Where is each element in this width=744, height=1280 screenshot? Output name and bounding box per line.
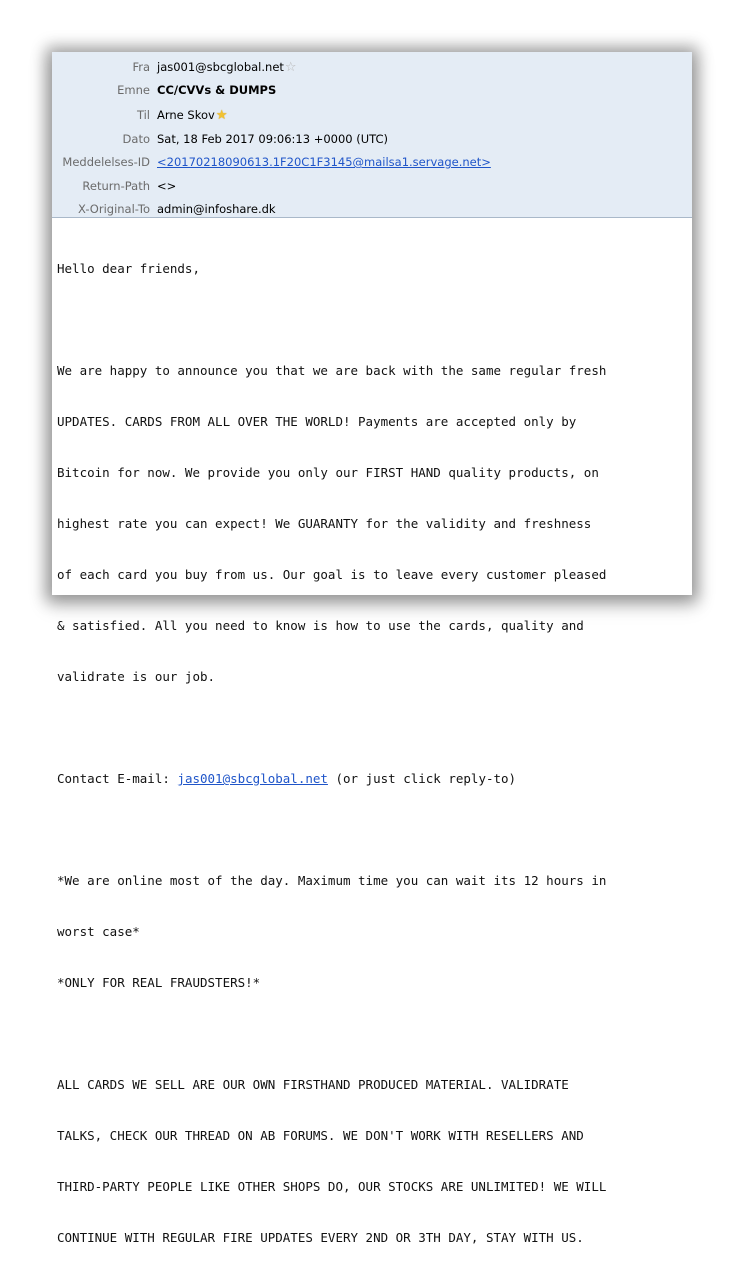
body-line: worst case* bbox=[57, 924, 140, 939]
blank-line bbox=[57, 311, 687, 328]
return-path-value: <> bbox=[157, 179, 177, 193]
return-path-label: Return-Path bbox=[82, 179, 150, 193]
header-row-subject bbox=[52, 81, 692, 99]
header-row-message-id bbox=[52, 153, 692, 171]
header-row-date bbox=[52, 130, 692, 148]
star-empty-icon[interactable]: ☆ bbox=[284, 60, 297, 75]
to-recipient[interactable]: Arne Skov bbox=[157, 108, 215, 122]
date-label: Dato bbox=[122, 132, 150, 146]
from-address[interactable]: jas001@sbcglobal.net bbox=[157, 60, 284, 74]
body-line: UPDATES. CARDS FROM ALL OVER THE WORLD! Payments are accepted only by bbox=[57, 414, 577, 429]
body-line: CONTINUE WITH REGULAR FIRE UPDATES EVERY 2ND OR 3TH DAY, STAY WITH US. bbox=[57, 1230, 584, 1245]
email-header-pane bbox=[52, 52, 692, 218]
date-value: Sat, 18 Feb 2017 09:06:13 +0000 (UTC) bbox=[157, 132, 389, 146]
blank-line bbox=[57, 821, 687, 838]
message-id-link[interactable]: <20170218090613.1F20C1F3145@mailsa1.servage.net> bbox=[157, 155, 491, 169]
header-row-return-path bbox=[52, 177, 692, 195]
body-line: *ONLY FOR REAL FRAUDSTERS!* bbox=[57, 975, 261, 990]
subject-label: Emne bbox=[117, 83, 150, 97]
star-filled-icon[interactable]: ★ bbox=[215, 108, 228, 123]
blank-line bbox=[57, 1025, 687, 1042]
from-value[interactable] bbox=[157, 58, 297, 76]
to-value[interactable] bbox=[157, 106, 227, 124]
email-body bbox=[57, 226, 687, 1280]
body-line: of each card you buy from us. Our goal is to leave every customer pleased bbox=[57, 567, 607, 582]
original-to-label: X-Original-To bbox=[78, 202, 150, 216]
message-id-label: Meddelelses-ID bbox=[62, 155, 150, 169]
contact-email-link[interactable]: jas001@sbcglobal.net bbox=[177, 771, 328, 786]
body-line: THIRD-PARTY PEOPLE LIKE OTHER SHOPS DO, OUR STOCKS ARE UNLIMITED! WE WILL bbox=[57, 1179, 607, 1194]
body-line: TALKS, CHECK OUR THREAD ON AB FORUMS. WE DON'T WORK WITH RESELLERS AND bbox=[57, 1128, 584, 1143]
header-row-from bbox=[52, 58, 692, 76]
email-message-window bbox=[52, 52, 692, 1245]
body-line: ALL CARDS WE SELL ARE OUR OWN FIRSTHAND PRODUCED MATERIAL. VALIDRATE bbox=[57, 1077, 569, 1092]
header-row-to bbox=[52, 106, 692, 124]
contact-prefix: Contact E-mail: bbox=[57, 771, 178, 786]
contact-line bbox=[57, 770, 687, 787]
original-to-value: admin@infoshare.dk bbox=[157, 202, 276, 216]
body-line: We are happy to announce you that we are back with the same regular fresh bbox=[57, 363, 607, 378]
body-line: highest rate you can expect! We GUARANTY for the validity and freshness bbox=[57, 516, 592, 531]
header-row-original-to bbox=[52, 200, 692, 218]
body-line: & satisfied. All you need to know is how to use the cards, quality and bbox=[57, 618, 584, 633]
contact-suffix: (or just click reply-to) bbox=[327, 771, 517, 786]
blank-line bbox=[57, 719, 687, 736]
body-line: validrate is our job. bbox=[57, 669, 216, 684]
greeting-line: Hello dear friends, bbox=[57, 261, 200, 276]
subject-value: CC/CVVs & DUMPS bbox=[157, 83, 277, 97]
body-line: *We are online most of the day. Maximum time you can wait its 12 hours in bbox=[57, 873, 607, 888]
from-label: Fra bbox=[132, 60, 150, 74]
to-label: Til bbox=[136, 108, 150, 122]
body-line: Bitcoin for now. We provide you only our FIRST HAND quality products, on bbox=[57, 465, 599, 480]
